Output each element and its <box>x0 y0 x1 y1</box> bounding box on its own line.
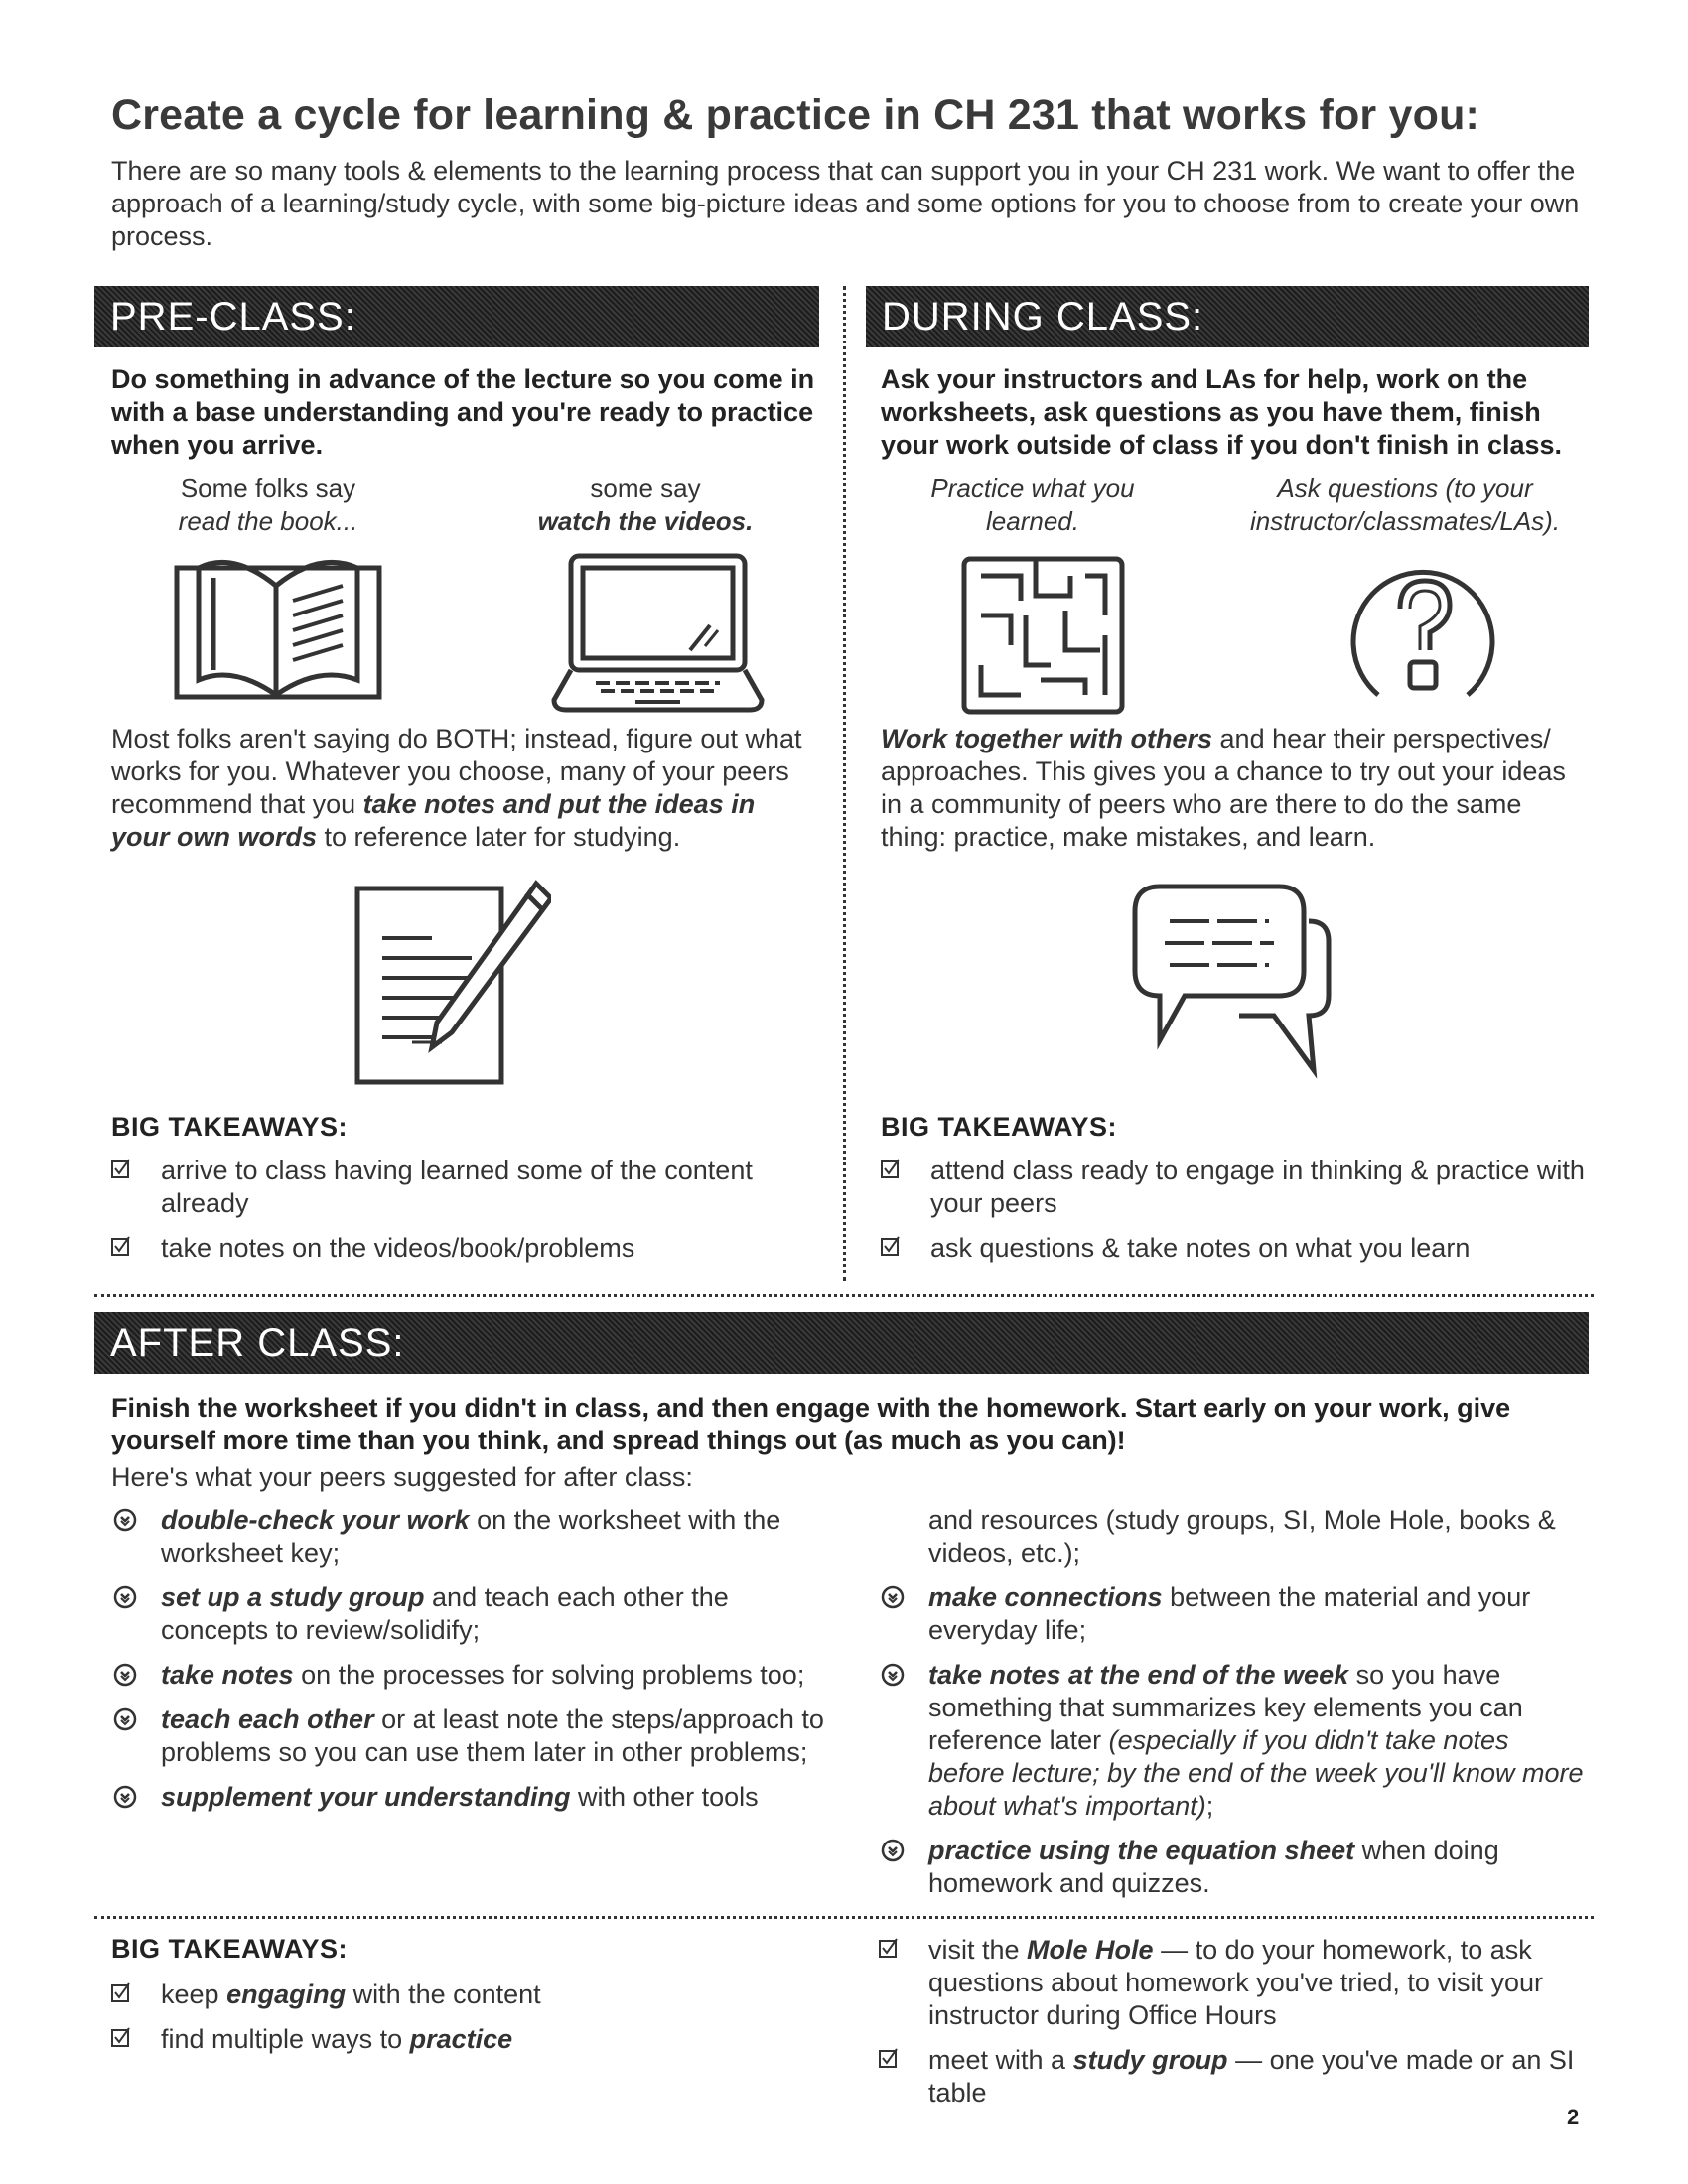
takeaway-text: ask questions & take notes on what you learn <box>930 1233 1471 1263</box>
takeaway-emphasis: Mole Hole <box>1027 1935 1154 1965</box>
during-option-questions-line2: instructor/classmates/LAs). <box>1249 506 1561 536</box>
pre-takeaways-heading: BIG TAKEAWAYS: <box>111 1112 349 1142</box>
column-divider <box>843 286 846 1281</box>
suggestion-emphasis: make connections <box>928 1582 1163 1612</box>
suggestion-text: so you have something that summarizes key elements you can reference later <box>928 1660 1523 1755</box>
after-takeaways-right <box>879 1934 1584 2110</box>
takeaway-text: visit the <box>928 1935 1028 1965</box>
takeaway-text: meet with a <box>928 2045 1073 2075</box>
pre-option-videos-line1: some say <box>590 474 701 503</box>
suggestion-text: with other tools <box>570 1782 759 1812</box>
during-class-body-rest: and hear their perspectives/ approaches. This gives you a chance to try out your ideas in a community of peers who are there to do the same thing: practice, make mistakes, and learn. <box>881 724 1566 852</box>
list-item <box>879 1934 1584 2032</box>
circle-arrow-icon <box>881 1585 905 1609</box>
suggestion-tail: ; <box>1205 1791 1214 1821</box>
during-class-body-emphasis: Work together with others <box>881 724 1213 753</box>
checkbox-icon <box>111 1236 131 1256</box>
pre-option-videos <box>516 473 774 538</box>
maze-icon <box>961 556 1125 715</box>
during-option-practice-line1: Practice what you <box>930 474 1135 503</box>
takeaway-text-end: — to do your homework, to ask questions about homework you've tried, to visit your instructor during Office Hours <box>928 1935 1543 2030</box>
section-divider-bottom <box>94 1916 1594 1919</box>
after-suggestions-left <box>111 1504 826 1826</box>
pre-class-body <box>111 723 816 854</box>
list-item <box>111 2023 826 2056</box>
after-peers-intro: Here's what your peers suggested for after class: <box>111 1462 693 1492</box>
suggestion-text: on the processes for solving problems too; <box>293 1660 805 1690</box>
list-item <box>879 1835 1584 1900</box>
section-divider-top <box>94 1294 1594 1297</box>
checkbox-icon <box>881 1236 901 1256</box>
pre-class-body-part1: Most folks aren't saying do BOTH; instead, figure out what works for you. Whatever you choose, many of your peers recommend that you <box>111 724 802 819</box>
list-item <box>881 1232 1586 1265</box>
laptop-icon <box>551 551 765 715</box>
checkbox-icon <box>879 1938 899 1958</box>
suggestion-text: or at least note the steps/approach to problems so you can use them later in other problems; <box>161 1705 824 1767</box>
list-item <box>111 1659 826 1692</box>
pre-option-book <box>139 473 397 538</box>
during-option-questions-line1: Ask questions (to your <box>1277 474 1533 503</box>
suggestion-emphasis: take notes <box>161 1660 294 1690</box>
list-item <box>881 1155 1586 1220</box>
list-item <box>879 1581 1584 1647</box>
after-class-lead: Finish the worksheet if you didn't in class, and then engage with the homework. Start early on your work, give yourself more time than you think, and spread things out (as much as you can)! <box>111 1393 1511 1455</box>
pre-option-book-line2: read the book... <box>178 506 358 536</box>
pre-option-videos-line2: watch the videos. <box>537 506 754 536</box>
list-item <box>879 2044 1584 2110</box>
suggestion-aside: (especially if you didn't take notes before lecture; by the end of the week you'll know more about what's important) <box>928 1725 1584 1821</box>
suggestion-emphasis: practice using the equation sheet <box>928 1836 1355 1865</box>
question-icon <box>1338 551 1507 710</box>
during-class-lead: Ask your instructors and LAs for help, work on the worksheets, ask questions as you have them, finish your work outside of class if you don't finish in class. <box>881 364 1563 460</box>
suggestion-emphasis: set up a study group <box>161 1582 425 1612</box>
circle-arrow-icon <box>881 1839 905 1862</box>
after-suggestions-right <box>879 1504 1584 1912</box>
after-takeaways-left <box>111 1979 826 2056</box>
takeaway-text: attend class ready to engage in thinking & practice with your peers <box>930 1156 1585 1218</box>
list-item <box>111 1504 826 1570</box>
suggestion-continuation: and resources (study groups, SI, Mole Hole, books & videos, etc.); <box>928 1505 1556 1568</box>
list-item <box>111 1704 826 1769</box>
takeaway-text: keep <box>161 1979 227 2009</box>
circle-arrow-icon <box>113 1585 137 1609</box>
during-option-practice <box>884 473 1182 538</box>
list-item <box>111 1232 806 1265</box>
takeaway-text: arrive to class having learned some of the content already <box>161 1156 753 1218</box>
pre-takeaways-list <box>111 1155 806 1265</box>
list-item <box>111 1581 826 1647</box>
suggestion-text: and teach each other the concepts to review/solidify; <box>161 1582 729 1645</box>
suggestion-emphasis: teach each other <box>161 1705 374 1734</box>
during-option-questions <box>1221 473 1589 538</box>
checkbox-icon <box>879 2048 899 2068</box>
takeaway-text-end: with the content <box>346 1979 541 2009</box>
checkbox-icon <box>111 2027 131 2047</box>
suggestion-text: on the worksheet with the worksheet key; <box>161 1505 781 1568</box>
takeaway-emphasis: engaging <box>226 1979 347 2009</box>
takeaway-emphasis: practice <box>409 2024 513 2054</box>
during-class-banner: DURING CLASS: <box>866 286 1589 347</box>
pre-class-banner: PRE-CLASS: <box>94 286 819 347</box>
list-item <box>111 1781 826 1814</box>
suggestion-text: when doing homework and quizzes. <box>928 1836 1499 1898</box>
during-class-body <box>881 723 1581 854</box>
during-takeaways-heading: BIG TAKEAWAYS: <box>881 1112 1118 1142</box>
checkbox-icon <box>111 1982 131 2002</box>
intro-paragraph: There are so many tools & elements to the learning process that can support you in your CH 231 work. We want to offer the approach of a learning/study cycle, with some big-picture ideas and some options for you to choose from to create your own process. <box>111 156 1580 251</box>
suggestion-text: between the material and your everyday life; <box>928 1582 1531 1645</box>
pre-class-body-part2: to reference later for studying. <box>317 822 681 852</box>
circle-arrow-icon <box>881 1663 905 1687</box>
circle-arrow-icon <box>113 1785 137 1809</box>
notes-pencil-icon <box>352 879 551 1092</box>
suggestion-emphasis: double-check your work <box>161 1505 470 1535</box>
chat-bubbles-icon <box>1130 882 1334 1080</box>
book-icon <box>174 556 382 710</box>
after-class-banner: AFTER CLASS: <box>94 1312 1589 1374</box>
suggestion-emphasis: supplement your understanding <box>161 1782 571 1812</box>
page-number: 2 <box>1567 2105 1580 2129</box>
list-item <box>111 1155 806 1220</box>
takeaway-emphasis: study group <box>1072 2045 1228 2075</box>
takeaway-text: take notes on the videos/book/problems <box>161 1233 635 1263</box>
pre-class-body-emphasis: take notes and put the ideas in your own words <box>111 789 756 852</box>
circle-arrow-icon <box>113 1663 137 1687</box>
list-item <box>879 1659 1584 1823</box>
checkbox-icon <box>881 1159 901 1178</box>
during-takeaways-list <box>881 1155 1586 1265</box>
pre-option-book-line1: Some folks say <box>180 474 356 503</box>
after-takeaways-heading: BIG TAKEAWAYS: <box>111 1934 349 1964</box>
checkbox-icon <box>111 1159 131 1178</box>
pre-class-lead: Do something in advance of the lecture so you come in with a base understanding and you're ready to practice when you arrive. <box>111 364 815 460</box>
suggestion-emphasis: take notes at the end of the week <box>928 1660 1349 1690</box>
takeaway-text: find multiple ways to <box>161 2024 410 2054</box>
circle-arrow-icon <box>113 1508 137 1532</box>
takeaway-text-end: — one you've made or an SI table <box>928 2045 1575 2108</box>
during-option-practice-line2: learned. <box>986 506 1079 536</box>
list-item <box>111 1979 826 2011</box>
page-title: Create a cycle for learning & practice in CH 231 that works for you: <box>111 91 1480 139</box>
circle-arrow-icon <box>113 1707 137 1731</box>
